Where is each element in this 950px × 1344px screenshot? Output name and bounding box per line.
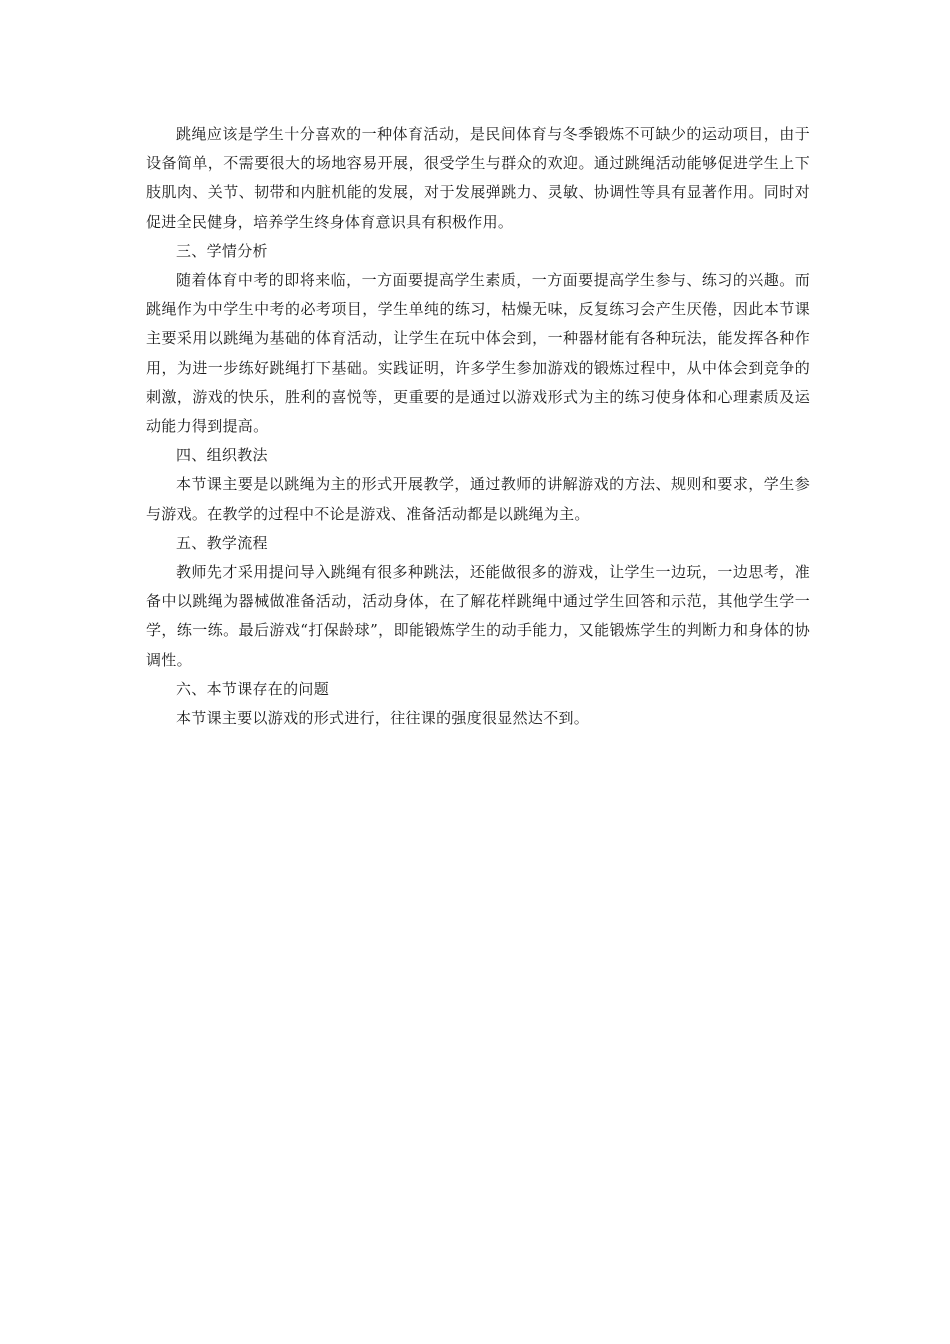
learner-analysis-paragraph: 随着体育中考的即将来临，一方面要提高学生素质，一方面要提高学生参与、练习的兴趣。而跳绳作为中学生中考的必考项目，学生单纯的练习，枯燥无味，反复练习会产生厌倦，因此本节课主要采用以跳绳为基础的体育活动，让学生在玩中体会到，一种器材能有各种玩法，能发挥各种作用，为进一步练好跳绳打下基础。实践证明，许多学生参加游戏的锻炼过程中，从中体会到竞争的刺激，游戏的快乐，胜利的喜悦等，更重要的是通过以游戏形式为主的练习使身体和心理素质及运动能力得到提高。 — [146, 271, 810, 436]
section-heading-teaching-method: 四、组织教法 — [176, 446, 268, 465]
document-body — [146, 120, 810, 733]
intro-paragraph: 跳绳应该是学生十分喜欢的一种体育活动，是民间体育与冬季锻炼不可缺少的运动项目，由于设备简单，不需要很大的场地容易开展，很受学生与群众的欢迎。通过跳绳活动能够促进学生上下肢肌肉、关节、韧带和内脏机能的发展，对于发展弹跳力、灵敏、协调性等具有显著作用。同时对促进全民健身，培养学生终身体育意识具有积极作用。 — [146, 125, 810, 231]
section-heading-learner-analysis: 三、学情分析 — [176, 241, 268, 260]
section-heading-teaching-process: 五、教学流程 — [176, 533, 268, 552]
problems-paragraph: 本节课主要以游戏的形式进行，往往课的强度很显然达不到。 — [176, 709, 590, 728]
teaching-process-paragraph: 教师先才采用提问导入跳绳有很多种跳法，还能做很多的游戏，让学生一边玩，一边思考，准备中以跳绳为器械做准备活动，活动身体，在了解花样跳绳中通过学生回答和示范，其他学生学一学，练一练。最后游戏“打保龄球”，即能锻炼学生的动手能力，又能锻炼学生的判断力和身体的协调性。 — [146, 563, 810, 669]
teaching-method-paragraph: 本节课主要是以跳绳为主的形式开展教学，通过教师的讲解游戏的方法、规则和要求，学生参与游戏。在教学的过程中不论是游戏、准备活动都是以跳绳为主。 — [146, 475, 810, 523]
section-heading-problems: 六、本节课存在的问题 — [176, 679, 330, 698]
